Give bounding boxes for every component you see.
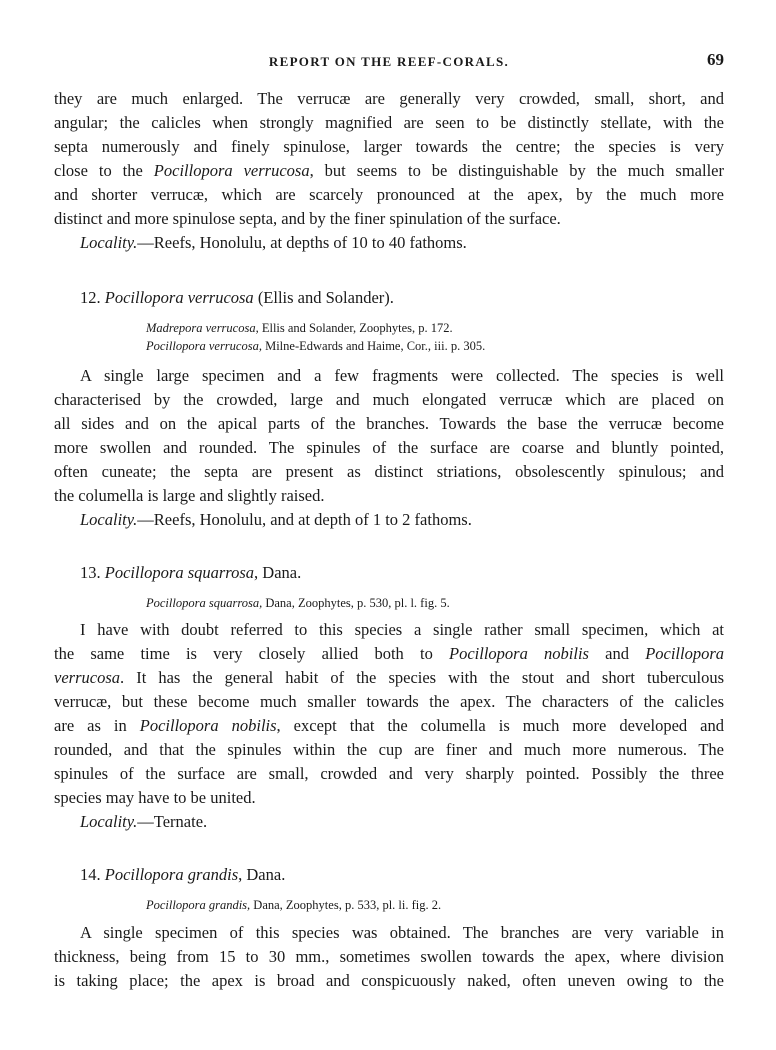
- paragraph-line: close to the Pocillopora verrucosa, but seems to be distinguishable by the much smaller: [54, 161, 724, 180]
- paragraph-line: and shorter verrucæ, which are scarcely pronounced at the apex, by the much more: [54, 185, 724, 204]
- paragraph-line: thickness, being from 15 to 30 mm., sometimes swollen towards the apex, where division: [54, 947, 724, 966]
- page-number: 69: [707, 50, 724, 69]
- species-name: Pocillopora squarrosa: [104, 563, 255, 582]
- synonym-line: Pocillopora verrucosa, Milne-Edwards and Haime, Cor., iii. p. 305.: [146, 339, 486, 353]
- synonym-line: Madrepora verrucosa, Ellis and Solander, Zoophytes, p. 172.: [146, 321, 453, 335]
- species-heading: [80, 561, 724, 585]
- paragraph-line: characterised by the crowded, large and much elongated verrucæ which are placed on: [54, 390, 724, 409]
- paragraph-line: the columella is large and slightly raised.: [54, 486, 325, 505]
- paragraph-line: all sides and on the apical parts of the branches. Towards the base the verrucæ become: [54, 414, 724, 433]
- species-name: Pocillopora verrucosa: [104, 288, 254, 307]
- paragraph-line: more swollen and rounded. The spinules of the surface are coarse and bluntly pointed,: [54, 438, 724, 457]
- paragraph-line: verrucosa. It has the general habit of the species with the stout and short tuberculous: [54, 668, 724, 687]
- taxon-name: Pocillopora nobilis: [139, 716, 277, 735]
- species-heading: [80, 286, 724, 310]
- species-heading: [80, 863, 724, 887]
- paragraph-line: I have with doubt referred to this species a single rather small specimen, which at: [80, 620, 724, 639]
- taxon-name: Pocillopora verrucosa: [153, 161, 310, 180]
- locality-label: Locality.: [80, 812, 138, 831]
- species-number: 14.: [80, 865, 101, 884]
- taxon-name: Pocillopora: [645, 644, 725, 663]
- species-number: 12.: [80, 288, 101, 307]
- taxon-name: Pocillopora nobilis: [449, 644, 589, 663]
- synonym-line: Pocillopora squarrosa, Dana, Zoophytes, p. 530, pl. l. fig. 5.: [146, 596, 450, 610]
- paragraph-line: septa numerously and finely spinulose, larger towards the centre; the species is very: [54, 137, 724, 156]
- paragraph-line: A single large specimen and a few fragments were collected. The species is well: [80, 366, 724, 385]
- paragraph-line: A single specimen of this species was obtained. The branches are very variable in: [80, 923, 724, 942]
- species-authority: , Dana.: [238, 865, 286, 884]
- paragraph-line: spinules of the surface are small, crowded and very sharply pointed. Possibly the three: [54, 764, 724, 783]
- running-title: REPORT ON THE REEF-CORALS.: [268, 54, 510, 69]
- paragraph-line: they are much enlarged. The verrucæ are generally very crowded, small, short, and: [54, 89, 724, 108]
- taxon-name: verrucosa: [54, 668, 120, 687]
- paragraph-line: are as in Pocillopora nobilis, except that the columella is much more developed and: [54, 716, 724, 735]
- paragraph-line: species may have to be united.: [54, 788, 256, 807]
- running-head: [54, 50, 724, 72]
- paragraph-line: verrucæ, but these become much smaller towards the apex. The characters of the calicles: [54, 692, 724, 711]
- locality-line: Locality.—Ternate.: [80, 812, 208, 831]
- paragraph-line: often cuneate; the septa are present as distinct striations, obsolescently spinulous; and: [54, 462, 724, 481]
- paragraph-line: distinct and more spinulose septa, and by the finer spinulation of the surface.: [54, 209, 561, 228]
- synonym-line: Pocillopora grandis, Dana, Zoophytes, p. 533, pl. li. fig. 2.: [146, 898, 442, 912]
- paragraph-line: angular; the calicles when strongly magnified are seen to be distinctly stellate, with the: [54, 113, 724, 132]
- species-name: Pocillopora grandis: [104, 865, 239, 884]
- locality-label: Locality.: [80, 510, 138, 529]
- paragraph-line: the same time is very closely allied both to Pocillopora nobilis and Pocillopora: [54, 644, 725, 663]
- locality-line: Locality.—Reefs, Honolulu, at depths of 10 to 40 fathoms.: [80, 233, 467, 252]
- species-number: 13.: [80, 563, 101, 582]
- species-authority: (Ellis and Solander).: [253, 288, 394, 307]
- paragraph-line: is taking place; the apex is broad and conspicuously naked, often uneven owing to the: [54, 971, 724, 990]
- species-authority: , Dana.: [254, 563, 302, 582]
- locality-label: Locality.: [80, 233, 138, 252]
- locality-line: Locality.—Reefs, Honolulu, and at depth of 1 to 2 fathoms.: [80, 510, 472, 529]
- paragraph-line: rounded, and that the spinules within the cup are finer and much more numerous. The: [54, 740, 724, 759]
